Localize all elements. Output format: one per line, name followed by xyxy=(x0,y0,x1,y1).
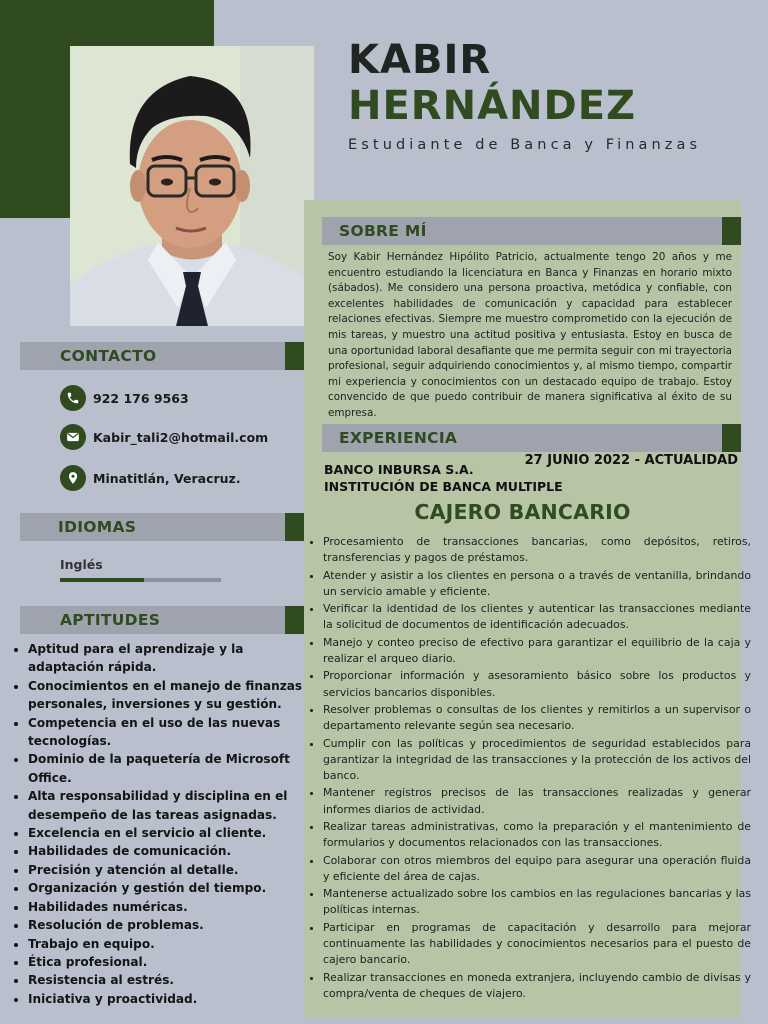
section-header-experience xyxy=(322,424,741,452)
skill-item: • Dominio de la paquetería de Microsoft Office. xyxy=(28,750,320,787)
last-name: HERNÁNDEZ xyxy=(348,83,637,129)
section-header-languages xyxy=(20,513,304,541)
skill-item: • Resolución de problemas. xyxy=(28,916,320,934)
duty-item: • Mantener registros precisos de las transacciones realizadas y generar informes diarios de actividad. xyxy=(323,785,751,817)
section-header-contact xyxy=(20,342,304,370)
duty-item: • Resolver problemas o consultas de los clientes y remitirlos a un supervisor o departamento relevante según sea necesario. xyxy=(323,702,751,734)
skill-item: • Conocimientos en el manejo de finanzas personales, inversiones y su gestión. xyxy=(28,677,320,714)
skill-item: • Competencia en el uso de las nuevas tecnologías. xyxy=(28,714,320,751)
skill-item: • Trabajo en equipo. xyxy=(28,935,320,953)
section-tab xyxy=(722,424,741,452)
duty-item: • Realizar tareas administrativas, como la preparación y el mantenimiento de formularios y documentos relacionados con las transacciones. xyxy=(323,819,751,851)
skill-item: • Aptitud para el aprendizaje y la adaptación rápida. xyxy=(28,640,320,677)
section-header-about xyxy=(322,217,741,245)
job-title: Estudiante de Banca y Finanzas xyxy=(348,137,702,153)
contact-email xyxy=(60,424,268,450)
skill-item: • Excelencia en el servicio al cliente. xyxy=(28,824,320,842)
duty-item: • Cumplir con las políticas y procedimientos de seguridad establecidos para garantizar la integridad de las transacciones y la protección de los activos del banco. xyxy=(323,736,751,785)
duty-item: • Manejo y conteo preciso de efectivo para garantizar el equilibrio de la caja y realizar el arqueo diario. xyxy=(323,635,751,667)
language-name: Inglés xyxy=(60,557,103,572)
skill-item: • Alta responsabilidad y disciplina en el desempeño de las tareas asignadas. xyxy=(28,787,320,824)
duty-item: • Participar en programas de capacitación y desarrollo para mejorar continuamente las habilidades y conocimientos necesarios para el puesto de cajero bancario. xyxy=(323,920,751,969)
company-line-2: INSTITUCIÓN DE BANCA MULTIPLE xyxy=(324,479,563,494)
language-level-bar xyxy=(60,578,221,582)
skill-item: • Ética profesional. xyxy=(28,953,320,971)
portrait-illustration xyxy=(70,46,314,326)
company-line-1: BANCO INBURSA S.A. xyxy=(324,462,474,477)
contact-location-text: Minatitlán, Veracruz. xyxy=(93,470,241,486)
job-role: CAJERO BANCARIO xyxy=(414,500,631,524)
skill-item: • Resistencia al estrés. xyxy=(28,971,320,989)
contact-location xyxy=(60,465,241,491)
duty-item: • Mantenerse actualizado sobre los cambios en las regulaciones bancarias y las políticas internas. xyxy=(323,886,751,918)
mail-icon xyxy=(60,424,86,450)
profile-photo xyxy=(70,46,314,326)
section-tab xyxy=(285,342,304,370)
duty-item: • Proporcionar información y asesoramiento básico sobre los productos y servicios bancarios disponibles. xyxy=(323,668,751,700)
phone-icon xyxy=(60,385,86,411)
about-text: Soy Kabir Hernández Hipólito Patricio, actualmente tengo 20 años y me encuentro estudiando la licenciatura en Banca y Finanzas en horario mixto (sábados). Me considero una persona proactiva, metódica y confiable, con excelentes habilidades de comunicación y capacidad para establecer relaciones efectivas. Siempre me muestro comprometido con la ejecución de mis tareas, y muestro una actitud positiva y entusiasta. Estoy en busca de una oportunidad laboral desafiante que me permita seguir con mi trayectoria profesional, seguir adquiriendo conocimientos y, al mismo tiempo, compartir mi experiencia y conocimientos con un destacado equipo de trabajo. Estoy convencido de que puedo contribuir de manera significativa al éxito de su empresa. xyxy=(328,251,732,419)
section-title-languages: IDIOMAS xyxy=(58,518,137,536)
duty-item: • Verificar la identidad de los clientes y autenticar las transacciones mediante la solicitud de documentos de identificación adecuados. xyxy=(323,601,751,633)
skill-item: • Habilidades numéricas. xyxy=(28,898,320,916)
skill-item: • Habilidades de comunicación. xyxy=(28,842,320,860)
section-title-skills: APTITUDES xyxy=(60,611,161,629)
skill-item: • Precisión y atención al detalle. xyxy=(28,861,320,879)
contact-phone xyxy=(60,385,189,411)
first-name: KABIR xyxy=(348,37,492,83)
section-title-about: SOBRE MÍ xyxy=(339,222,427,240)
duty-item: • Realizar transacciones en moneda extranjera, incluyendo cambio de divisas y compra/venta de cheques de viajero. xyxy=(323,970,751,1002)
section-title-contact: CONTACTO xyxy=(60,347,157,365)
skill-item: • Organización y gestión del tiempo. xyxy=(28,879,320,897)
duty-item: • Colaborar con otros miembros del equipo para asegurar una operación fluida y eficiente del área de cajas. xyxy=(323,853,751,885)
duty-item: • Atender y asistir a los clientes en persona o a través de ventanilla, brindando un servicio amable y eficiente. xyxy=(323,568,751,600)
duty-item: • Procesamiento de transacciones bancarias, como depósitos, retiros, transferencias y pagos de préstamos. xyxy=(323,534,751,566)
section-tab xyxy=(285,606,304,634)
section-header-skills xyxy=(20,606,304,634)
section-tab xyxy=(722,217,741,245)
contact-email-text[interactable]: Kabir_tali2@hotmail.com xyxy=(93,429,269,445)
location-pin-icon xyxy=(60,465,86,491)
duties-list xyxy=(306,534,751,1003)
skill-item: • Iniciativa y proactividad. xyxy=(28,990,320,1008)
contact-phone-text[interactable]: 922 176 9563 xyxy=(93,390,189,406)
language-level-fill xyxy=(60,578,144,582)
employment-dates: 27 JUNIO 2022 - ACTUALIDAD xyxy=(524,453,738,468)
section-tab xyxy=(285,513,304,541)
section-title-experience: EXPERIENCIA xyxy=(339,429,458,447)
skills-list xyxy=(8,640,320,1008)
